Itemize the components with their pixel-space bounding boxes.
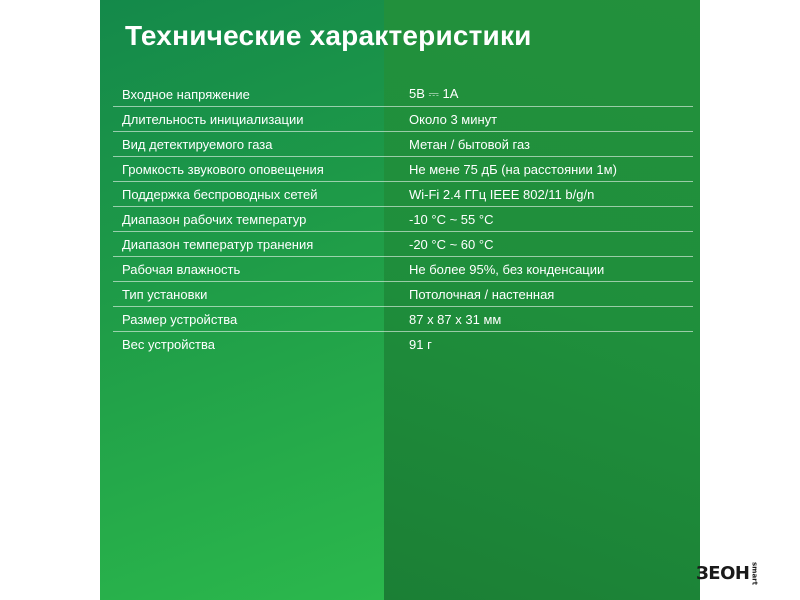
spec-label: Рабочая влажность bbox=[122, 261, 241, 277]
spec-label: Диапазон температур транения bbox=[122, 236, 314, 252]
spec-row bbox=[113, 282, 693, 307]
spec-label: Размер устройства bbox=[122, 311, 238, 327]
spec-row bbox=[113, 107, 693, 132]
brand-logo bbox=[696, 562, 757, 585]
spec-label: Поддержка беспроводных сетей bbox=[122, 186, 318, 202]
page-title: Технические характеристики bbox=[125, 20, 532, 51]
spec-table bbox=[113, 82, 693, 356]
spec-value: Потолочная / настенная bbox=[409, 286, 555, 302]
spec-value: Около 3 минут bbox=[409, 111, 498, 127]
spec-row bbox=[113, 82, 693, 107]
logo-word: ЗЕОН bbox=[696, 562, 750, 584]
spec-label: Длительность инициализации bbox=[122, 111, 304, 127]
logo-sub: smart bbox=[750, 562, 759, 585]
spec-label: Громкость звукового оповещения bbox=[122, 161, 324, 177]
spec-row bbox=[113, 182, 693, 207]
spec-label: Вес устройства bbox=[122, 336, 215, 352]
spec-value: -10 °C ~ 55 °C bbox=[409, 211, 494, 227]
spec-label: Входное напряжение bbox=[122, 86, 250, 102]
spec-row bbox=[113, 157, 693, 182]
spec-row bbox=[113, 132, 693, 157]
spec-row bbox=[113, 307, 693, 332]
spec-value: Не более 95%, без конденсации bbox=[409, 261, 605, 277]
spec-value: Wi-Fi 2.4 ГГц IEEE 802/11 b/g/n bbox=[409, 186, 595, 202]
spec-value: 5В ⎓ 1А bbox=[409, 86, 459, 101]
spec-value: -20 °C ~ 60 °C bbox=[409, 236, 494, 252]
spec-row bbox=[113, 332, 693, 356]
spec-value: 91 г bbox=[409, 336, 432, 352]
spec-row bbox=[113, 257, 693, 282]
spec-value: Метан / бытовой газ bbox=[409, 136, 531, 152]
spec-value: Не мене 75 дБ (на расстоянии 1м) bbox=[409, 161, 617, 177]
spec-value: 87 x 87 x 31 мм bbox=[409, 311, 502, 327]
spec-label: Вид детектируемого газа bbox=[122, 136, 273, 152]
spec-label: Диапазон рабочих температур bbox=[122, 211, 307, 227]
spec-row bbox=[113, 207, 693, 232]
spec-label: Тип установки bbox=[122, 286, 208, 302]
spec-row bbox=[113, 232, 693, 257]
spec-panel bbox=[100, 0, 700, 600]
